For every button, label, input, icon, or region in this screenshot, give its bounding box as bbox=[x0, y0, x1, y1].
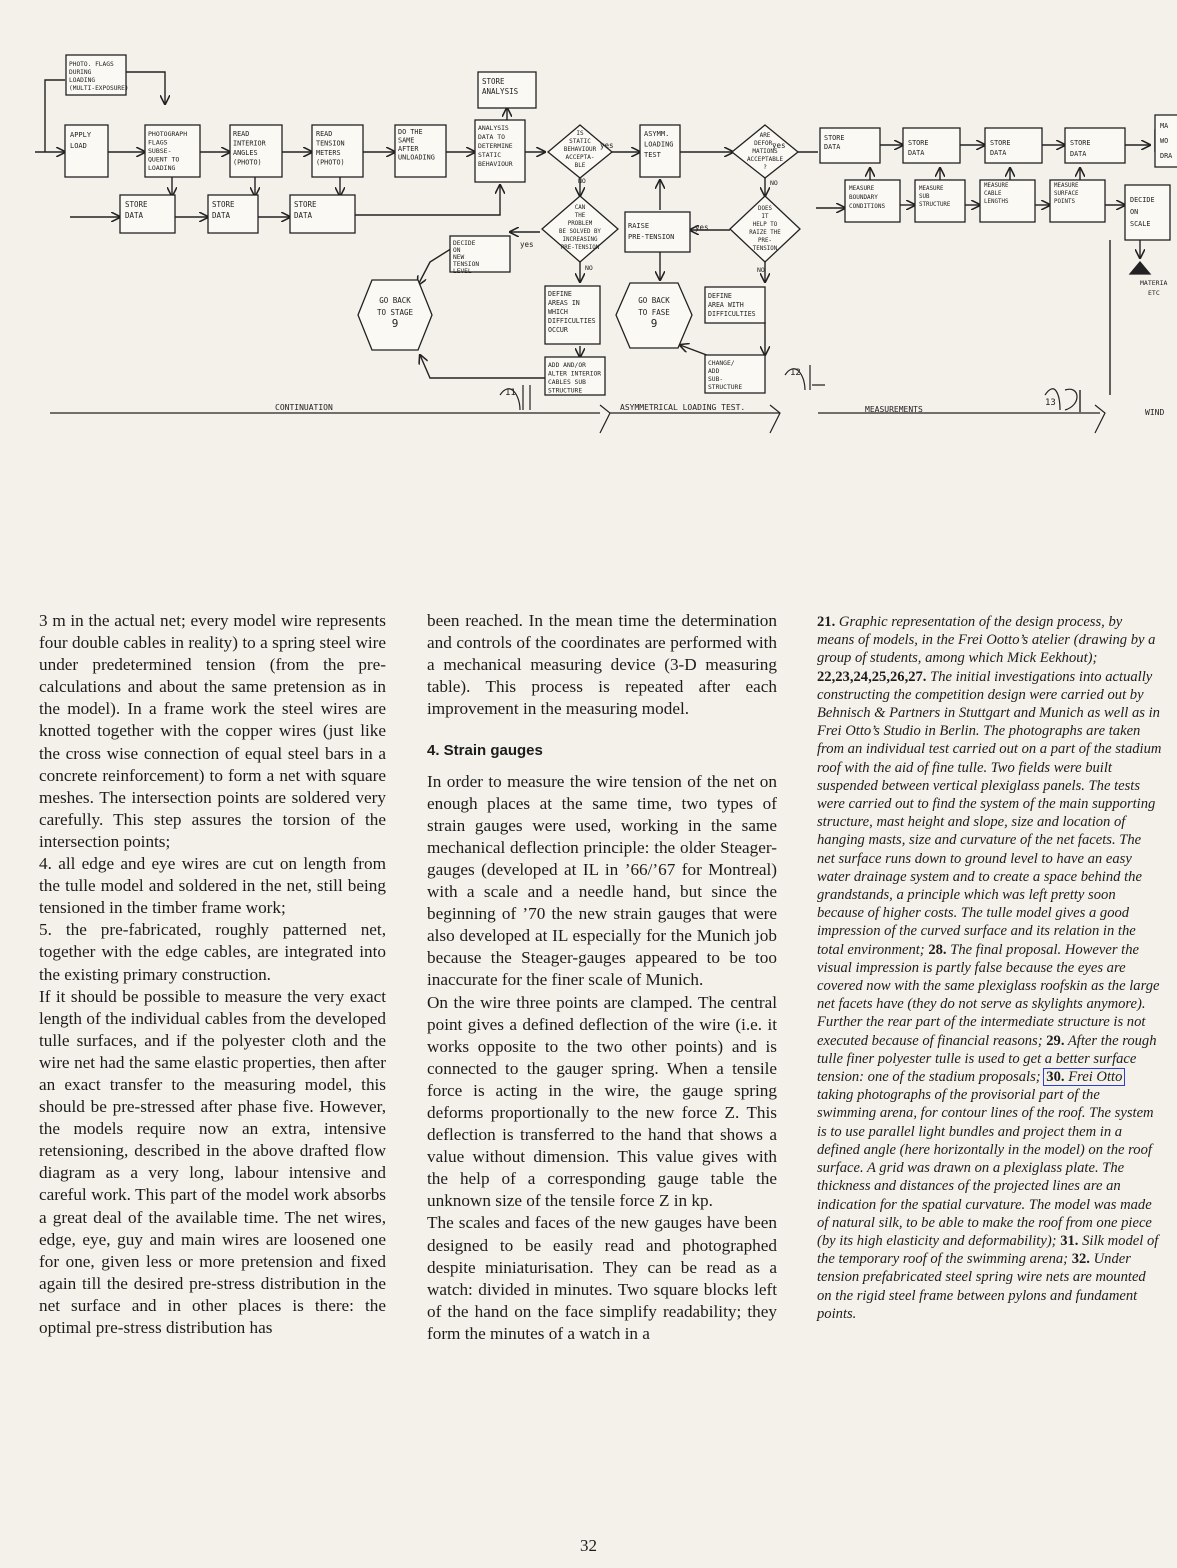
diagram-no-label: NO bbox=[757, 266, 765, 274]
diagram-decision-text: DOES bbox=[758, 206, 772, 212]
diagram-box-text: POINTS bbox=[1054, 199, 1075, 205]
diagram-box-text: LOADING bbox=[148, 164, 176, 172]
diagram-stage-text: 9 bbox=[650, 317, 658, 330]
diagram-box-text: STRUCTURE bbox=[919, 202, 951, 208]
diagram-box-text: READ bbox=[316, 130, 333, 138]
diagram-box-text: SURFACE bbox=[1054, 191, 1079, 197]
column-2-paragraph-3: The scales and faces of the new gauges have been designed to be easily read and photographed despite miniaturisation. They can be read as a watch: divided in minutes. Two square blocks left of the hand on the face simplify readability; they form the minutes of a watch in a bbox=[427, 1213, 777, 1343]
diagram-box-text: LOADING bbox=[69, 77, 96, 84]
caption-number-21: 21. bbox=[817, 614, 836, 630]
diagram-box-text: SUB bbox=[919, 194, 930, 200]
diagram-box-text: LENGTHS bbox=[984, 199, 1009, 205]
diagram-box-text: MEASURE bbox=[849, 185, 875, 192]
diagram-etc-label: ETC bbox=[1148, 289, 1160, 297]
caption-number-28: 28. bbox=[928, 941, 947, 958]
diagram-section-number: 11 bbox=[505, 388, 516, 398]
diagram-box-text: DATA bbox=[990, 149, 1007, 157]
diagram-box-text: LEVEL bbox=[453, 268, 472, 275]
diagram-box-text: WHICH bbox=[548, 308, 568, 316]
diagram-box-text: DEFINE bbox=[548, 290, 572, 298]
diagram-box-text: DURING bbox=[69, 69, 92, 76]
caption-31: Silk model of the temporary roof of the swimming arena; bbox=[817, 1232, 1159, 1268]
diagram-box-text: (PHOTO) bbox=[233, 158, 262, 167]
diagram-box-text: AREA WITH bbox=[708, 301, 744, 309]
diagram-decision-text: STATIC bbox=[569, 138, 591, 145]
diagram-box-text: BOUNDARY bbox=[849, 194, 878, 201]
diagram-decision-text: MATIONS bbox=[752, 148, 778, 155]
diagram-box-text: RAISE bbox=[628, 222, 650, 230]
diagram-box-text: MEASURE bbox=[919, 186, 944, 192]
column-1 bbox=[39, 610, 386, 1339]
diagram-box-text: ALTER INTERIOR bbox=[548, 370, 602, 378]
diagram-box-text: READ bbox=[233, 130, 250, 138]
diagram-box-text: (PHOTO) bbox=[316, 158, 345, 167]
diagram-box-text: DIFFICULTIES bbox=[548, 317, 596, 325]
diagram-box-text: CABLE bbox=[984, 191, 1002, 197]
diagram-decision-text: THE bbox=[574, 213, 586, 219]
diagram-no-label: NO bbox=[770, 179, 778, 187]
diagram-decision-text: INCREASING bbox=[562, 237, 598, 243]
diagram-stage-text: GO BACK bbox=[379, 296, 411, 305]
diagram-box-text: DATA bbox=[824, 143, 841, 151]
diagram-decision-text: ? bbox=[763, 164, 767, 171]
diagram-decision-text: ARE bbox=[759, 132, 771, 139]
diagram-box-text: STRUCTURE bbox=[708, 384, 743, 391]
diagram-decision-text: ACCEPTA- bbox=[565, 154, 595, 161]
diagram-stage-text: TO STAGE bbox=[376, 308, 414, 317]
diagram-box-text: SCALE bbox=[1130, 220, 1151, 228]
diagram-box-text: CONDITIONS bbox=[849, 203, 886, 210]
diagram-box-text: DATA bbox=[125, 211, 144, 220]
column-2-paragraph-2: On the wire three points are clamped. The central point gives a defined deflection of the wire (i.e. it works opposite to the two other points) and is connected to the gauger spring. When a tensile force is acting in the wire, the gauge spring deforms proportionally to the new force Z. This deflection is transferred to the hand that shows a value without dimension. This value gives with the help of a corresponding gauge table the unknown size of the tensile force Z in kp. bbox=[427, 992, 777, 1211]
diagram-box-text: ADD AND/OR bbox=[548, 362, 586, 369]
diagram-box-text: STORE bbox=[1070, 139, 1091, 147]
diagram-decision-text: BEHAVIOUR bbox=[563, 146, 597, 153]
diagram-box-text: ASYMM. bbox=[644, 130, 670, 138]
diagram-decision-text: HELP TO bbox=[752, 222, 778, 228]
diagram-box-text: BEHAVIOUR bbox=[478, 160, 513, 168]
diagram-decision-text: TENSION bbox=[752, 246, 778, 252]
diagram-decision-text: CAN bbox=[574, 205, 586, 211]
diagram-box-text: DO THE bbox=[398, 128, 423, 136]
diagram-box-text: STATIC bbox=[478, 151, 502, 159]
diagram-box-text: ON bbox=[1130, 208, 1139, 216]
diagram-box-text: CABLES SUB bbox=[548, 379, 586, 386]
diagram-section-label: ASYMMETRICAL LOADING TEST. bbox=[620, 403, 746, 412]
caption-number-29: 29. bbox=[1046, 1032, 1065, 1049]
diagram-box-text: AFTER bbox=[398, 145, 419, 153]
flow-diagram bbox=[0, 0, 1177, 450]
diagram-box-text: QUENT TO bbox=[148, 155, 180, 164]
diagram-box-text: STORE bbox=[990, 139, 1011, 147]
column-2 bbox=[427, 610, 777, 1345]
figure-captions bbox=[817, 613, 1162, 1323]
diagram-box-text: ANGLES bbox=[233, 149, 258, 157]
diagram-box-text: STORE bbox=[908, 139, 929, 147]
diagram-yes-label: yes bbox=[772, 141, 786, 150]
diagram-decision-text: BLE bbox=[574, 162, 586, 169]
diagram-box-text: ON bbox=[453, 247, 461, 254]
diagram-section-label: MEASUREMENTS bbox=[865, 405, 923, 414]
diagram-box-text: CHANGE/ bbox=[708, 360, 735, 367]
caption-21: Graphic representation of the design process, by means of models, in the Frei Ootto’s atelier (drawing by a group of students, among which Mick Eekhout); bbox=[817, 614, 1156, 667]
highlighted-reference[interactable] bbox=[1044, 1069, 1124, 1085]
diagram-box-text: DATA bbox=[212, 211, 231, 220]
diagram-box-text: PHOTO. FLAGS bbox=[69, 61, 114, 68]
diagram-box-text: SUBSE- bbox=[148, 147, 172, 155]
diagram-decision-text: PRE-TENSION bbox=[560, 245, 600, 251]
diagram-box-text: NEW bbox=[453, 254, 465, 261]
caption-number-32: 32. bbox=[1071, 1251, 1090, 1268]
diagram-box-text: DECIDE bbox=[453, 240, 476, 247]
diagram-box-text: DRA bbox=[1160, 152, 1173, 160]
diagram-no-label: NO bbox=[578, 177, 586, 185]
diagram-section-number: 12 bbox=[790, 368, 801, 378]
diagram-section-label: WIND bbox=[1145, 408, 1165, 417]
diagram-box-text: AREAS IN bbox=[548, 299, 580, 307]
diagram-box-text: TENSION bbox=[453, 261, 480, 268]
diagram-box-text: WO bbox=[1160, 137, 1169, 145]
diagram-box-text: MA bbox=[1160, 122, 1169, 130]
column-2-intro: been reached. In the mean time the determination and controls of the coordinates are performed with a mechanical measuring device (3-D measuring table). This process is repeated after each improvement in the measuring model. bbox=[427, 611, 777, 719]
diagram-box-text: STORE bbox=[824, 134, 845, 142]
diagram-box-text: OCCUR bbox=[548, 326, 568, 334]
diagram-no-label: NO bbox=[585, 264, 593, 272]
caption-28: The final proposal. However the visual impression is partly false because the eyes are covered now with the same plexiglass roofskin as the large net facets have (they do not serve as skylights anymore). Further the rear part of the intermediate structure is not executed because of financial reasons; bbox=[817, 941, 1160, 1049]
diagram-box-text: (MULTI-EXPOSURE) bbox=[69, 85, 129, 92]
diagram-section-label: CONTINUATION bbox=[275, 403, 333, 412]
column-2-paragraph-1: In order to measure the wire tension of the net on enough places at the same time, two types of strain gauges were used, working in the same mechanical deflection principle: the older Steager-gauges (developed at IL in ’66/’67 for Montreal) with a scale and a needle hand, but since the beginning of ’70 the new strain gauges that were also developed at IL especially for the Munich job because the Steager-gauges appeared to be too inaccurate for the finer scale of Munich. bbox=[427, 771, 777, 990]
diagram-box-text: TEST bbox=[644, 151, 661, 159]
diagram-box-text: ANALYSIS bbox=[482, 87, 519, 96]
diagram-box-text: UNLOADING bbox=[398, 153, 435, 162]
diagram-box-text: DIFFICULTIES bbox=[708, 310, 756, 318]
diagram-stage-text: GO BACK bbox=[638, 296, 670, 305]
caption-22-27: The initial investigations into actually constructing the competition design were carried out by Behnisch & Partners in Stuttgart and Munich as well as in Frei Otto’s Studio in Berlin. The photographs are taken from an individual test carried out on a part of the stadium roof with the aid of fine tulle. Two fields were built suspended between vertical plexiglass panels. The tests were carried out to find the system of the main supporting structure, mast height and slope, size and location of hanging masts, size and curvature of the net facets. The net surface runs down to ground level to have an easy water drainage system and to create a space behind the grandstands, a principle which was left pretty soon because of higher costs. The tulle model gives a good impression of the curved surface and its relation in the total environment; bbox=[817, 668, 1162, 958]
diagram-stage-text: 9 bbox=[391, 317, 399, 330]
diagram-box-text: SAME bbox=[398, 136, 415, 145]
caption-number-31: 31. bbox=[1060, 1232, 1079, 1249]
diagram-box-text: DATA TO bbox=[478, 133, 505, 141]
diagram-decision-text: IT bbox=[761, 214, 769, 220]
diagram-box-text: DATA bbox=[908, 149, 925, 157]
diagram-yes-label: yes bbox=[520, 240, 534, 249]
diagram-box-text: STORE bbox=[125, 200, 148, 209]
caption-30: taking photographs of the provisorial part of the swimming arena, for contour lines of the roof. The system is to use parallel light bundles and project them in a defined angle (here horizontally in the model) on the roof surface. A grid was drawn on a plexiglass plate. The thickness and distances of the projected lines are an indication for the spatial curvature. The model was made of natural silk, to be able to make the roof from one piece (by its high elasticity and deformability); bbox=[817, 1087, 1154, 1249]
diagram-box-text: MEASURE bbox=[984, 183, 1009, 189]
diagram-decision-text: BE SOLVED BY bbox=[559, 229, 601, 235]
diagram-box-text: STORE bbox=[482, 77, 505, 86]
diagram-box-text: METERS bbox=[316, 149, 341, 157]
diagram-box-text: STORE bbox=[294, 200, 317, 209]
caption-number-30: 30. bbox=[1046, 1069, 1065, 1086]
diagram-box-text: FLAGS bbox=[148, 138, 168, 147]
section-heading: 4. Strain gauges bbox=[427, 742, 543, 760]
caption-29: After the rough tulle finer polyester tulle is used to get a better surface tension: one of the stadium proposals; bbox=[817, 1032, 1157, 1086]
page-number: 32 bbox=[580, 1536, 597, 1555]
diagram-decision-text: DEFOR- bbox=[754, 140, 776, 147]
diagram-box-text: DECIDE bbox=[1130, 196, 1155, 204]
diagram-box-text: SUB- bbox=[708, 376, 724, 383]
caption-number-22-27: 22,23,24,25,26,27. bbox=[817, 668, 927, 685]
diagram-box-text: STRUCTURE bbox=[548, 387, 583, 395]
caption-30-name: Frei Otto bbox=[1068, 1069, 1123, 1086]
diagram-materials-label: MATERIA bbox=[1140, 279, 1168, 287]
diagram-box-text: DATA bbox=[294, 211, 313, 220]
column-1-text: 3 m in the actual net; every model wire represents four double cables in reality) to a spring steel wire under predetermined tension (from the pre-calculations and about the same pretension as in the model). In a frame work the steel wires are knotted together with the copper wires (just like the cross wise connection of equal steel bars in a concrete reinforcement) to form a net with square meshes. The intersection points are soldered very carefully. This step assures the torsion of the intersection points; 4. all edge and eye wires are cut on length from the tulle model and soldered in the net, still being tensioned in the timber frame work; 5. the pre-fabricated, roughly patterned net, together with the edge cables, are integrated into the existing primary construction. If it should be possible to measure the very exact length of the individual cables from the developed tulle surfaces, and if the polyester cloth and the wire net had the same elastic properties, then after an exact transfer to the measuring model, this should be pre-stressed after phase five. However, the models require now an extra, intensive retensioning, described in the above drafted flow diagram as a very long, labour intensive and careful work. This part of the model work absorbs a great deal of the available time. The net wires, edge, eye, guy and main wires are loosened one for one, given less or more pretension and fixed again till the desired pre-stress distribution in the net surface and in other places is there: the optimal pre-stress distribution has bbox=[39, 611, 386, 1337]
diagram-box-text: INTERIOR bbox=[233, 139, 266, 148]
diagram-box-text: TENSION bbox=[316, 139, 345, 148]
diagram-yes-label: yes bbox=[695, 223, 709, 232]
diagram-box-text: PHOTOGRAPH bbox=[148, 130, 188, 138]
diagram-box-text: DETERMINE bbox=[478, 142, 513, 150]
diagram-decision-text: RAIZE THE bbox=[749, 230, 781, 236]
diagram-box-text: STORE bbox=[212, 200, 235, 209]
diagram-box-text: DATA bbox=[1070, 150, 1087, 158]
diagram-decision-text: PRE- bbox=[758, 238, 772, 244]
diagram-box-text: MEASURE bbox=[1054, 183, 1079, 189]
diagram-stage-text: TO FASE bbox=[638, 308, 670, 317]
diagram-box-text: ADD bbox=[708, 368, 720, 375]
diagram-box-text: DEFINE bbox=[708, 292, 732, 300]
diagram-decision-text: PROBLEM bbox=[567, 221, 593, 227]
diagram-yes-label: yes bbox=[600, 141, 614, 150]
diagram-box-text: LOAD bbox=[70, 142, 87, 150]
diagram-section-number: 13 bbox=[1045, 398, 1056, 408]
diagram-decision-text: ACCEPTABLE bbox=[746, 156, 784, 163]
diagram-decision-text: IS bbox=[576, 130, 584, 137]
diagram-box-text: PRE-TENSION bbox=[628, 233, 675, 241]
caption-32: Under tension prefabricated steel spring wire nets are mounted on the rigid steel frame between pylons and fundament points. bbox=[817, 1251, 1146, 1322]
diagram-box-text: APPLY bbox=[70, 131, 92, 139]
diagram-box-text: ANALYSIS bbox=[478, 124, 509, 132]
diagram-box-text: LOADING bbox=[644, 140, 674, 149]
